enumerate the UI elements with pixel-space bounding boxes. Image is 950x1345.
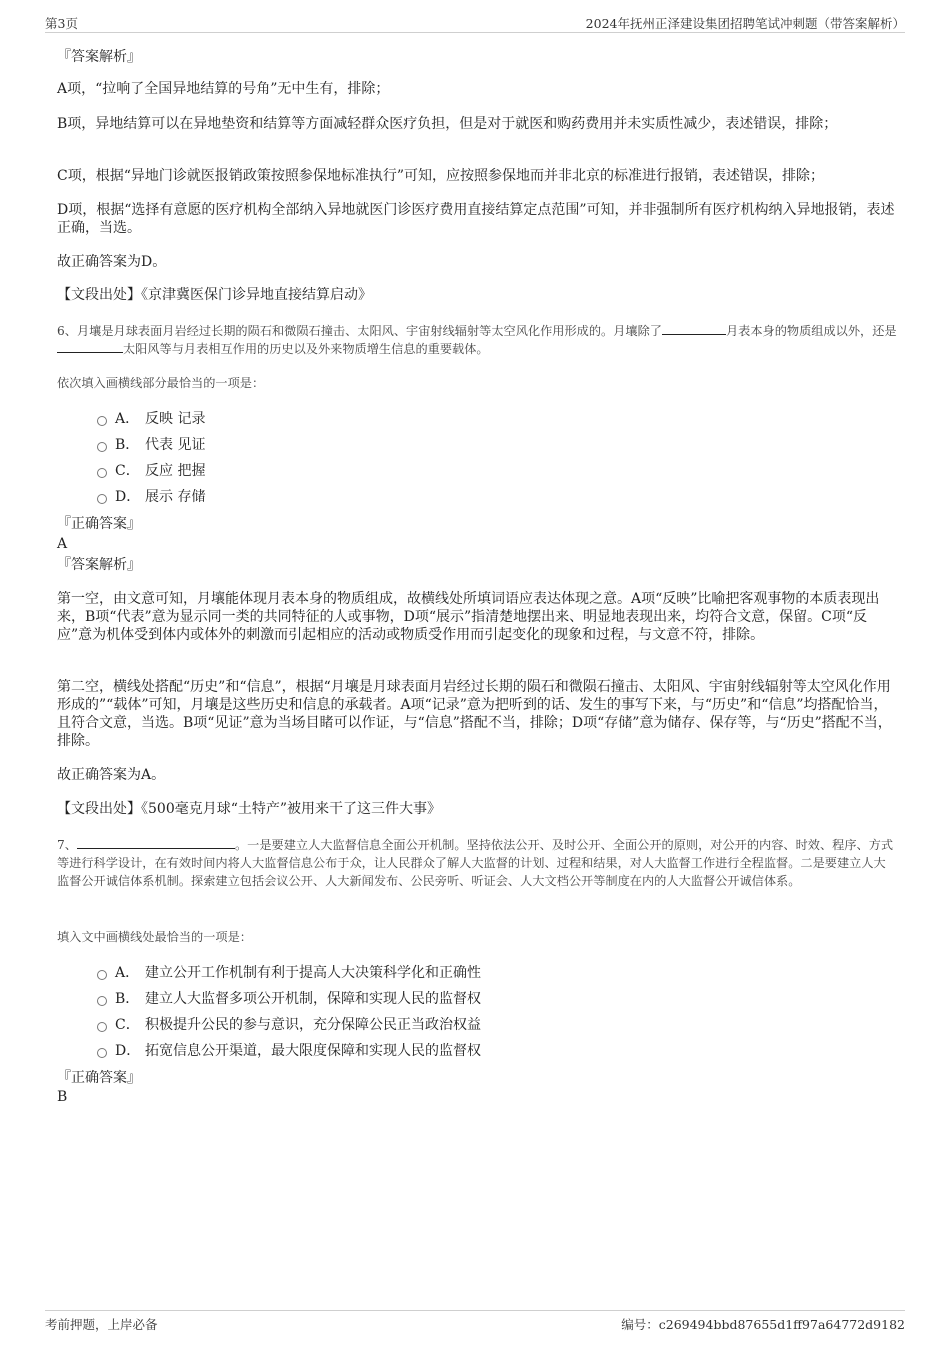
option-a[interactable]: [97, 964, 481, 982]
option-text: 反映 记录: [145, 411, 206, 427]
option-d[interactable]: [97, 1042, 481, 1060]
question-6-prompt: 依次填入画横线部分最恰当的一项是：: [57, 376, 265, 390]
radio-icon[interactable]: [97, 1048, 107, 1058]
radio-icon[interactable]: [97, 468, 107, 478]
option-text: 建立公开工作机制有利于提高人大决策科学化和正确性: [145, 965, 481, 981]
option-d[interactable]: [97, 488, 205, 506]
option-key: A．: [115, 411, 140, 427]
page-number: 第3页: [45, 16, 78, 31]
radio-icon[interactable]: [97, 416, 107, 426]
option-key: A．: [115, 965, 140, 981]
option-a[interactable]: [97, 410, 205, 428]
answer-value: B: [57, 1089, 68, 1105]
radio-icon[interactable]: [97, 996, 107, 1006]
option-b[interactable]: [97, 990, 481, 1008]
analysis-paragraph-1: 第一空，由文意可知，月壤能体现月表本身的物质组成，故横线处所填词语应表达体现之意。A项“反映”比喻把客观事物的本质表现出来，B项“代表”意为显示同一类的共同特征的人或事物，D项“展示”指清楚地摆出来、明显地表现出来，均符合文意，保留。C项“反应”意为机体受到体内或体外的刺激而引起相应的活动或物质受作用而引起变化的现象和过程，与文意不符，排除。: [57, 591, 880, 643]
analysis-item-a: A项，“拉响了全国异地结算的号角”无中生有，排除；: [57, 81, 390, 97]
analysis-item-b: B项，异地结算可以在异地垫资和结算等方面减轻群众医疗负担，但是对于就医和购药费用并未实质性减少，表述错误，排除；: [57, 116, 838, 132]
blank-line: [77, 836, 235, 849]
option-key: B．: [115, 437, 140, 453]
answer-label: 『正确答案』: [57, 516, 141, 532]
radio-icon[interactable]: [97, 1022, 107, 1032]
analysis-item-c: C项，根据“异地门诊就医报销政策按照参保地标准执行”可知，应按照参保地而并非北京的标准进行报销，表述错误，排除；: [57, 168, 825, 184]
radio-icon[interactable]: [97, 442, 107, 452]
source-citation: 【文段出处】《500毫克月球“土特产”被用来干了这三件大事》: [57, 801, 442, 817]
question-7-stem: [57, 836, 897, 890]
page-footer: [45, 1310, 905, 1335]
option-key: B．: [115, 991, 140, 1007]
option-text: 展示 存储: [145, 489, 206, 505]
radio-icon[interactable]: [97, 494, 107, 504]
option-b[interactable]: [97, 436, 205, 454]
stem-text: 。一是要建立人大监督信息全面公开机制。坚持依法公开、及时公开、全面公开的原则，对公开的内容、时效、程序、方式等进行科学设计，在有效时间内将人大监督信息公布于众，让人民群众了解人大监督的计划、过程和结果，对人大监督工作进行全程监督。二是要建立人大监督公开诚信体系机制。探索建立包括会议公开、人大新闻发布、公民旁听、听证会、人大文档公开等制度在内的人大监督公开诚信体系。: [57, 838, 894, 888]
option-text: 积极提升公民的参与意识，充分保障公民正当政治权益: [145, 1017, 481, 1033]
analysis-conclusion: 故正确答案为D。: [57, 254, 167, 270]
stem-part-3: 太阳风等与月表相互作用的历史以及外来物质增生信息的重要载体。: [123, 342, 489, 356]
option-key: D．: [115, 489, 141, 505]
analysis-label: 『答案解析』: [57, 49, 141, 65]
option-c[interactable]: [97, 462, 205, 480]
document-id: 编号：c269494bbd87655d1ff97a64772d9182: [621, 1317, 905, 1332]
analysis-paragraph-2: 第二空，横线处搭配“历史”和“信息”，根据“月壤是月球表面月岩经过长期的陨石和微陨石撞击、太阳风、宇宙射线辐射等太空风化作用形成的”“载体”可知，月壤是这些历史和信息的承载者。A项“记录”意为把听到的话、发生的事写下来，与“历史”和“信息”均搭配恰当，且符合文意，当选。B项“见证”意为当场目睹可以作证，与“信息”搭配不当，排除；D项“存储”意为储存、保存等，与“历史”搭配不当，排除。: [57, 679, 892, 749]
analysis-item-d: D项，根据“选择有意愿的医疗机构全部纳入异地就医门诊医疗费用直接结算定点范围”可知，并非强制所有医疗机构纳入异地报销，表述正确，当选。: [57, 202, 895, 236]
radio-icon[interactable]: [97, 970, 107, 980]
page-header: [45, 12, 905, 33]
document-title: 2024年抚州正泽建设集团招聘笔试冲刺题（带答案解析）: [585, 16, 905, 31]
blank-line-2: [57, 340, 123, 353]
question-6-stem: [57, 322, 897, 358]
source-citation: 【文段出处】《京津冀医保门诊异地直接结算启动》: [57, 287, 372, 303]
option-text: 反应 把握: [145, 463, 206, 479]
option-text: 代表 见证: [145, 437, 206, 453]
blank-line-1: [662, 322, 726, 335]
footer-slogan: 考前押题，上岸必备: [45, 1317, 158, 1332]
analysis-conclusion: 故正确答案为A。: [57, 767, 166, 783]
question-7-prompt: 填入文中画横线处最恰当的一项是：: [57, 930, 252, 944]
analysis-label: 『答案解析』: [57, 557, 141, 573]
option-key: D．: [115, 1043, 141, 1059]
answer-label: 『正确答案』: [57, 1070, 141, 1086]
option-c[interactable]: [97, 1016, 481, 1034]
stem-part-2: 月表本身的物质组成以外，还是: [725, 324, 897, 338]
option-text: 建立人大监督多项公开机制，保障和实现人民的监督权: [145, 991, 481, 1007]
stem-part-1: 6、月壤是月球表面月岩经过长期的陨石和微陨石撞击、太阳风、宇宙射线辐射等太空风化作用形成的。月壤除了: [57, 324, 662, 338]
option-key: C．: [115, 1017, 140, 1033]
answer-value: A: [57, 536, 68, 552]
option-key: C．: [115, 463, 140, 479]
question-number: 7、: [57, 838, 77, 852]
option-text: 拓宽信息公开渠道，最大限度保障和实现人民的监督权: [145, 1043, 481, 1059]
